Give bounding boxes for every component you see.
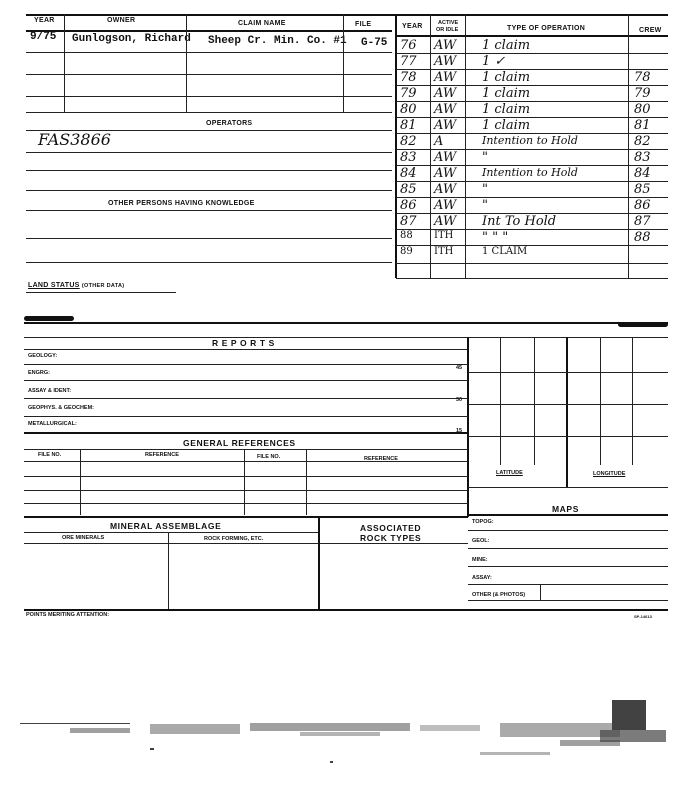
grid-line bbox=[468, 372, 668, 373]
activity-year: 89 bbox=[400, 246, 413, 257]
activity-crew: 86 bbox=[634, 198, 651, 213]
activity-crew: 80 bbox=[634, 102, 651, 117]
owner-header: OWNER bbox=[107, 17, 136, 24]
activity-year: 81 bbox=[400, 118, 417, 133]
rock-types-label: ROCK TYPES bbox=[360, 533, 422, 543]
header-bottom-left bbox=[26, 30, 392, 32]
activity-year: 78 bbox=[400, 70, 417, 85]
activity-type: Intention to Hold bbox=[482, 166, 578, 179]
row-line bbox=[26, 292, 176, 293]
sep bbox=[64, 30, 65, 112]
maps-title: MAPS bbox=[552, 504, 579, 514]
activity-active: AW bbox=[434, 150, 457, 165]
activity-crew: 81 bbox=[634, 118, 651, 133]
activity-year-header: YEAR bbox=[402, 23, 423, 30]
row-line bbox=[26, 152, 392, 153]
scale-15: 15 bbox=[456, 428, 463, 434]
activity-type: Intention to Hold bbox=[482, 134, 578, 147]
maps-assay: ASSAY: bbox=[472, 575, 492, 581]
row-line bbox=[26, 262, 392, 263]
row-line bbox=[26, 210, 392, 211]
land-status-sub: (OTHER DATA) bbox=[81, 283, 125, 289]
grid-line bbox=[632, 337, 633, 465]
grid-line bbox=[468, 404, 668, 405]
activity-crew: 87 bbox=[634, 214, 651, 229]
sep bbox=[343, 30, 344, 112]
row-line bbox=[24, 349, 468, 350]
activity-active: ITH bbox=[434, 230, 454, 241]
reports-title: R E P O R T S bbox=[212, 338, 275, 348]
row-line bbox=[24, 476, 468, 477]
operators-label: OPERATORS bbox=[206, 120, 253, 127]
refs-file-no: FILE NO. bbox=[38, 452, 62, 458]
row-line bbox=[24, 380, 468, 381]
row-line bbox=[468, 566, 668, 567]
activity-active: ITH bbox=[434, 246, 454, 257]
activity-year: 80 bbox=[400, 102, 417, 117]
land-status-label bbox=[28, 282, 124, 289]
rock-forming-label: ROCK FORMING, ETC. bbox=[204, 536, 264, 542]
activity-crew: 78 bbox=[634, 70, 651, 85]
activity-year: 88 bbox=[400, 230, 413, 241]
latitude-label: LATITUDE bbox=[496, 470, 523, 476]
row-line bbox=[24, 416, 468, 417]
activity-year: 79 bbox=[400, 86, 417, 101]
row-line bbox=[26, 96, 392, 97]
row-line bbox=[468, 487, 668, 488]
sep bbox=[80, 449, 81, 515]
row-line bbox=[24, 543, 468, 544]
activity-crew: 83 bbox=[634, 150, 651, 165]
activity-year: 77 bbox=[400, 54, 417, 69]
activity-active: AW bbox=[434, 118, 457, 133]
activity-type: 1 claim bbox=[482, 38, 531, 53]
grid-line bbox=[500, 337, 501, 465]
crew-header: CREW bbox=[639, 27, 662, 34]
refs-reference: REFERENCE bbox=[145, 452, 179, 458]
row-line bbox=[468, 514, 668, 516]
activity-year: 84 bbox=[400, 166, 417, 181]
activity-type: " bbox=[482, 182, 488, 197]
activity-crew: 84 bbox=[634, 166, 651, 181]
assay-label: ASSAY & IDENT: bbox=[28, 388, 72, 394]
activity-crew: 82 bbox=[634, 134, 651, 149]
row-line bbox=[468, 530, 668, 531]
sep bbox=[343, 14, 344, 30]
row-line bbox=[24, 398, 468, 399]
grid-line bbox=[534, 337, 535, 465]
land-status-title: LAND STATUS bbox=[28, 282, 80, 289]
row-line bbox=[26, 190, 392, 191]
longitude-label: LONGITUDE bbox=[593, 471, 626, 477]
row-line bbox=[396, 263, 668, 264]
activity-active: AW bbox=[434, 86, 457, 101]
row-line bbox=[26, 112, 392, 113]
section-divider bbox=[24, 322, 668, 324]
sep bbox=[318, 516, 320, 610]
refs-file-no-2: FILE NO. bbox=[257, 454, 281, 460]
row-line bbox=[468, 584, 668, 585]
operators-value: FAS3866 bbox=[38, 130, 111, 149]
top-border bbox=[26, 14, 668, 16]
row-line bbox=[396, 278, 668, 279]
activity-type: 1 CLAIM bbox=[482, 246, 528, 257]
activity-active: AW bbox=[434, 38, 457, 53]
activity-crew: 85 bbox=[634, 182, 651, 197]
year-header: YEAR bbox=[34, 17, 55, 24]
record-file: G-75 bbox=[361, 37, 388, 49]
scale-30: 30 bbox=[456, 397, 463, 403]
active-header: ACTIVE bbox=[438, 20, 459, 26]
row-line bbox=[24, 364, 468, 365]
activity-type: 1 claim bbox=[482, 70, 531, 85]
file-header: FILE bbox=[355, 21, 372, 28]
other-persons-label: OTHER PERSONS HAVING KNOWLEDGE bbox=[108, 200, 255, 207]
activity-active: AW bbox=[434, 166, 457, 181]
geology-label: GEOLOGY: bbox=[28, 353, 58, 359]
metallurgical-label: METALLURGICAL: bbox=[28, 421, 77, 427]
sep bbox=[168, 532, 169, 610]
row-line bbox=[26, 238, 392, 239]
row-line bbox=[24, 337, 668, 338]
mineral-title: MINERAL ASSEMBLAGE bbox=[110, 521, 222, 531]
row-line bbox=[24, 461, 468, 462]
activity-year: 83 bbox=[400, 150, 417, 165]
scale-45: 45 bbox=[456, 365, 463, 371]
maps-geol: GEOL: bbox=[472, 538, 490, 544]
sep bbox=[186, 14, 187, 30]
bottom-border bbox=[24, 609, 668, 611]
row-line bbox=[24, 490, 468, 491]
activity-active: AW bbox=[434, 198, 457, 213]
activity-year: 85 bbox=[400, 182, 417, 197]
scan-noise bbox=[0, 690, 678, 780]
maps-mine: MINE: bbox=[472, 557, 488, 563]
ore-minerals-label: ORE MINERALS bbox=[62, 535, 105, 541]
sep bbox=[540, 584, 541, 600]
record-owner: Gunlogson, Richard bbox=[72, 33, 191, 45]
row-line bbox=[24, 449, 468, 450]
activity-year: 82 bbox=[400, 134, 417, 149]
activity-type: " " " bbox=[482, 230, 509, 245]
activity-type: 1 claim bbox=[482, 118, 531, 133]
or-idle-header: OR IDLE bbox=[436, 27, 459, 33]
claim-name-header: CLAIM NAME bbox=[238, 20, 286, 27]
row-line bbox=[468, 600, 668, 601]
record-year: 9/75 bbox=[30, 31, 57, 43]
activity-crew: 88 bbox=[634, 230, 651, 245]
scan-smudge bbox=[24, 316, 74, 321]
scan-smudge bbox=[618, 322, 668, 327]
grid-line bbox=[566, 337, 568, 487]
activity-active: AW bbox=[434, 54, 457, 69]
row-line bbox=[24, 516, 468, 518]
activity-type: " bbox=[482, 150, 488, 165]
row-line bbox=[24, 432, 468, 434]
type-operation-header: TYPE OF OPERATION bbox=[507, 25, 586, 32]
activity-type: 1 ✓ bbox=[482, 54, 506, 69]
activity-year: 76 bbox=[400, 38, 417, 53]
maps-other: OTHER (& PHOTOS) bbox=[472, 592, 526, 598]
activity-active: A bbox=[434, 134, 444, 149]
activity-type: " bbox=[482, 198, 488, 213]
form-number: SP-14613 bbox=[634, 614, 652, 619]
activity-active: AW bbox=[434, 182, 457, 197]
grid-line bbox=[468, 436, 668, 437]
activity-active: AW bbox=[434, 102, 457, 117]
activity-year: 86 bbox=[400, 198, 417, 213]
row-line bbox=[24, 532, 318, 533]
row-line bbox=[26, 74, 392, 75]
points-label: POINTS MERITING ATTENTION: bbox=[26, 612, 110, 618]
sep bbox=[306, 449, 307, 515]
activity-crew: 79 bbox=[634, 86, 651, 101]
row-line bbox=[468, 548, 668, 549]
activity-active: AW bbox=[434, 214, 457, 229]
row-line bbox=[26, 52, 392, 53]
activity-type: Int To Hold bbox=[482, 214, 557, 229]
sep bbox=[186, 30, 187, 112]
row-line bbox=[26, 170, 392, 171]
activity-active: AW bbox=[434, 70, 457, 85]
associated-label: ASSOCIATED bbox=[360, 523, 422, 533]
general-refs-title: GENERAL REFERENCES bbox=[183, 438, 296, 448]
activity-year: 87 bbox=[400, 214, 417, 229]
record-claim-name: Sheep Cr. Min. Co. #1 bbox=[208, 35, 347, 47]
activity-type: 1 claim bbox=[482, 86, 531, 101]
row-line bbox=[24, 503, 468, 504]
refs-reference-2: REFERENCE bbox=[364, 456, 398, 462]
maps-topog: TOPOG: bbox=[472, 519, 494, 525]
activity-type: 1 claim bbox=[482, 102, 531, 117]
grid-line bbox=[600, 337, 601, 465]
sep bbox=[244, 449, 245, 515]
geophys-label: GEOPHYS. & GEOCHEM: bbox=[28, 405, 95, 411]
engrg-label: ENGRG: bbox=[28, 370, 50, 376]
sep bbox=[64, 14, 65, 30]
